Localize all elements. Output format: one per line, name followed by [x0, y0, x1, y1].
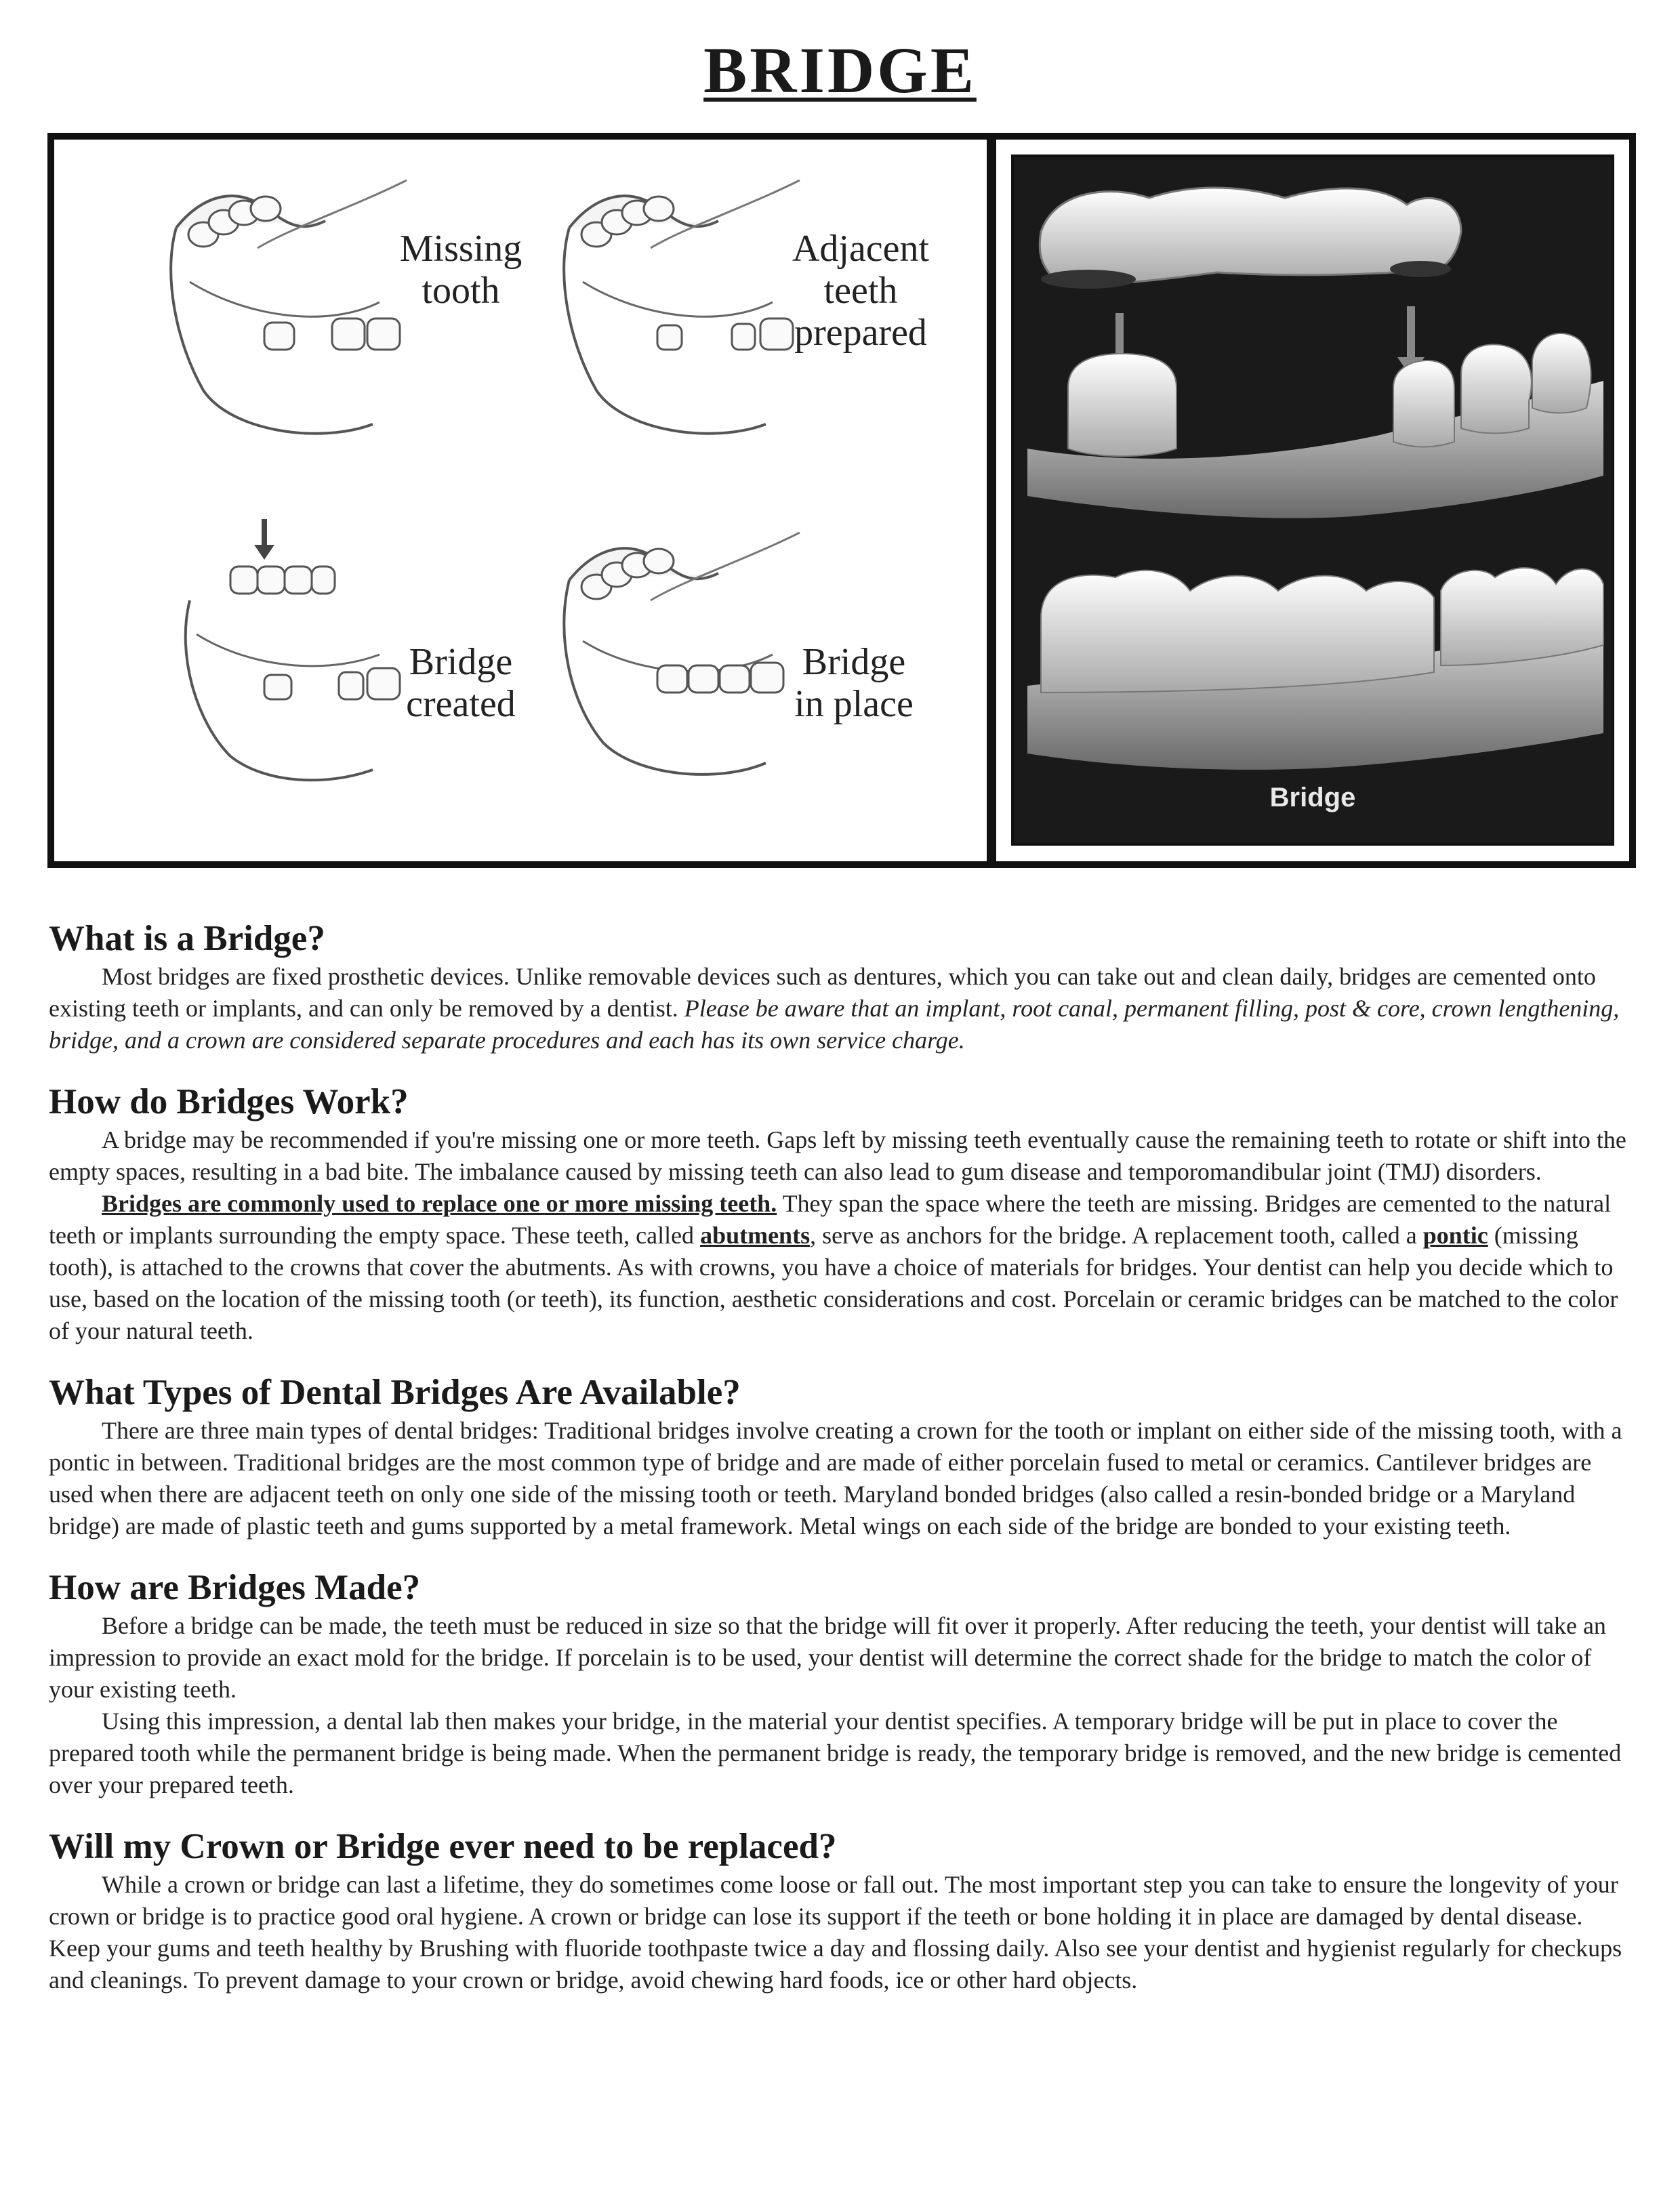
text-bridge-usage-a: They span the space where the teeth are missing. Bridges are cemented to the natural teeth or implants surrounding the empty space. These teeth, called	[49, 1190, 1612, 1249]
term-abutments: abutments	[700, 1222, 811, 1249]
label-bridge-created: Bridge created	[406, 641, 516, 725]
bridge-photo-caption: Bridge	[1269, 783, 1356, 812]
section-bridge-types	[49, 1370, 1635, 1542]
jaw-drawing-bridge-created	[149, 506, 556, 790]
heading-replacement: Will my Crown or Bridge ever need to be replaced?	[49, 1827, 837, 1866]
jaw-drawing-bridge-in-place	[542, 506, 949, 790]
jaw-drawing-missing-tooth	[149, 167, 556, 451]
jaw-illustration-panel	[54, 140, 987, 861]
term-pontic: pontic	[1422, 1222, 1488, 1249]
section-replacement	[49, 1824, 1635, 1996]
paragraph-what-is-bridge	[49, 961, 1635, 1056]
section-how-bridges-made	[49, 1565, 1635, 1801]
paragraph-teeth-reduction: Before a bridge can be made, the teeth must be reduced in size so that the bridge will fit over it properly. After reducing the teeth, your dentist will take an impression to provide an exact mold for the bridge. If porcelain is to be used, your dentist will determine the correct shade for the bridge to match the color of your existing teeth.	[49, 1612, 1606, 1703]
text-bridge-usage-b: , serve as anchors for the bridge. A replacement tooth, called a	[810, 1222, 1423, 1249]
paragraph-dental-lab: Using this impression, a dental lab then makes your bridge, in the material your dentist specifies. A temporary bridge will be put in place to cover the prepared tooth while the permanent bridge is being made. When the permanent bridge is ready, the temporary bridge is removed, and the new bridge is cemented over your prepared teeth.	[49, 1708, 1622, 1798]
jaw-drawing-adjacent-prepared	[542, 167, 949, 451]
page-title: BRIDGE	[703, 34, 977, 106]
bridge-photo-panel	[1011, 154, 1614, 846]
section-how-bridges-work	[49, 1079, 1635, 1347]
bridge-3d-render	[1014, 157, 1612, 843]
paragraph-bridge-types: There are three main types of dental bridges: Traditional bridges involve creating a crown for the tooth or implant on either side of the missing tooth, with a pontic in between. Traditional bridges are the most common type of bridge and are made of either porcelain fused to metal or ceramics. Cantilever bridges are used when there are adjacent teeth on only one side of the missing tooth or teeth. Maryland bonded bridges (also called a resin-bonded bridge or a Maryland bridge) are made of plastic teeth and gums supported by a metal framework. Metal wings on each side of the bridge are bonded to your existing teeth.	[49, 1417, 1622, 1540]
text-bridge-usage-lead: Bridges are commonly used to replace one or more missing teeth.	[102, 1190, 777, 1217]
heading-bridge-types: What Types of Dental Bridges Are Available?	[49, 1373, 741, 1412]
article-body	[49, 916, 1635, 2019]
section-what-is-bridge	[49, 916, 1635, 1056]
label-missing-tooth: Missing tooth	[399, 228, 523, 312]
label-bridge-in-place: Bridge in place	[794, 641, 914, 725]
paragraph-missing-teeth: A bridge may be recommended if you're missing one or more teeth. Gaps left by missing teeth eventually cause the remaining teeth to rotate or shift into the empty spaces, resulting in a bad bite. The imbalance caused by missing teeth can also lead to gum disease and temporomandibular joint (TMJ) disorders.	[49, 1126, 1626, 1185]
heading-what-is-bridge: What is a Bridge?	[49, 919, 325, 958]
figure-divider	[987, 140, 996, 861]
paragraph-bridge-usage	[49, 1188, 1635, 1347]
heading-how-bridges-made: How are Bridges Made?	[49, 1568, 421, 1607]
paragraph-replacement: While a crown or bridge can last a lifetime, they do sometimes come loose or fall out. The most important step you can take to ensure the longevity of your crown or bridge is to practice good oral hygiene. A crown or bridge can lose its support if the teeth or bone holding it in place are damaged by dental disease. Keep your gums and teeth healthy by Brushing with fluoride toothpaste twice a day and flossing daily. Also see your dentist and hygienist regularly for checkups and cleanings. To prevent damage to your crown or bridge, avoid chewing hard foods, ice or other hard objects.	[49, 1871, 1622, 1994]
text-bridge-usage-c: (missing tooth), is attached to the crowns that cover the abutments. As with crowns, you have a choice of materials for bridges. Your dentist can help you decide which to use, based on the location of the missing tooth (or teeth), its function, aesthetic considerations and cost. Porcelain or ceramic bridges can be matched to the color of your natural teeth.	[49, 1222, 1618, 1344]
text-what-is-bridge: Most bridges are fixed prosthetic devices. Unlike removable devices such as dentures, which you can take out and clean daily, bridges are cemented onto existing teeth or implants, and can only be removed by a dentist.	[49, 963, 1596, 1022]
heading-how-bridges-work: How do Bridges Work?	[49, 1082, 409, 1121]
text-service-charge-note: Please be aware that an implant, root canal, permanent filling, post & core, crown lengthening, bridge, and a crown are considered separate procedures and each has its own service charge.	[49, 995, 1620, 1054]
bridge-illustration-figure	[47, 133, 1636, 868]
label-adjacent-teeth-prepared: Adjacent teeth prepared	[792, 228, 930, 354]
